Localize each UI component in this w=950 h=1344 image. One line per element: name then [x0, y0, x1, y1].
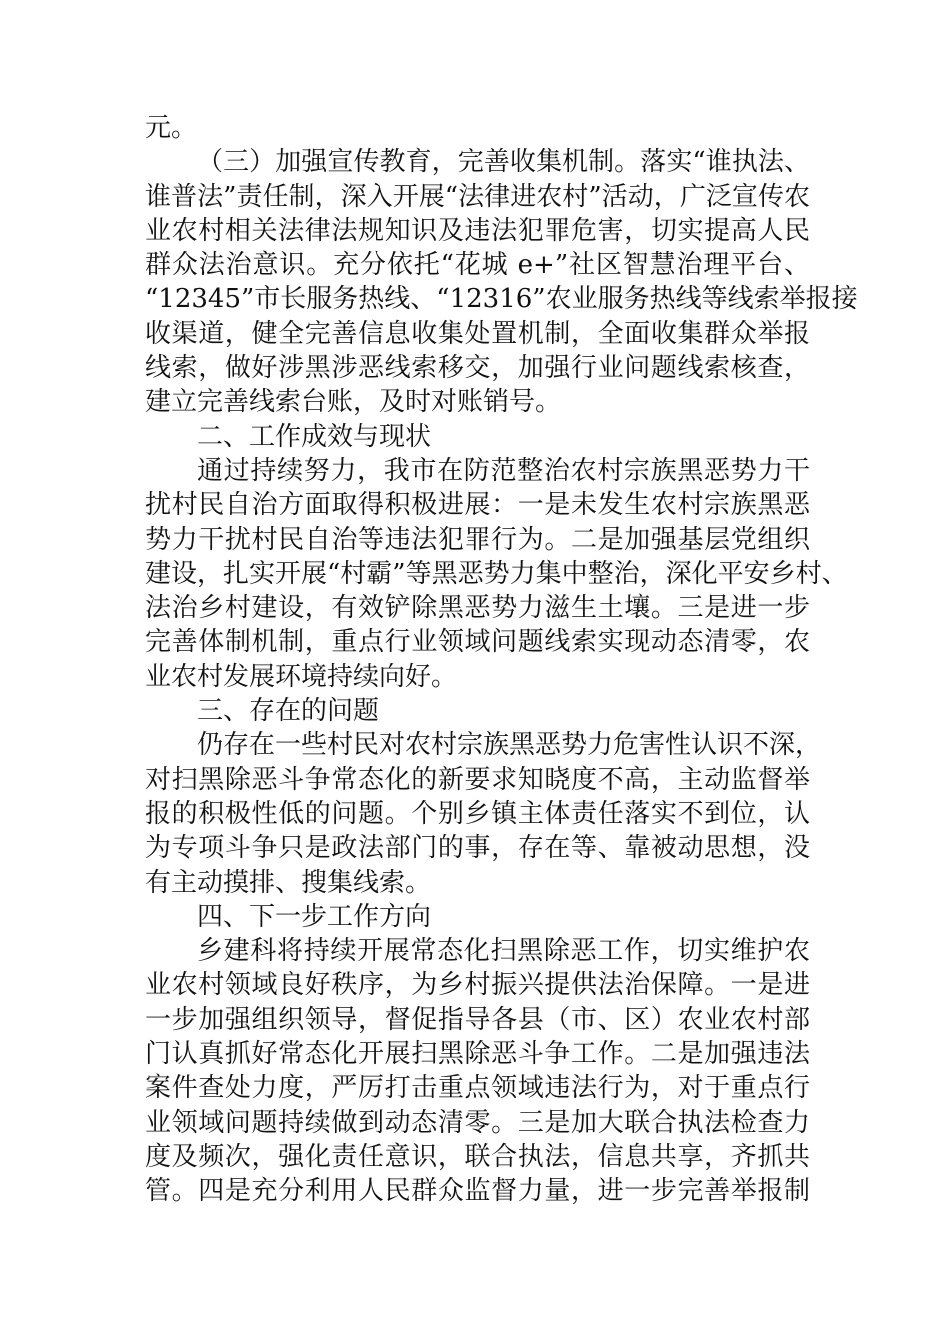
text-line: 通过持续努力，我市在防范整治农村宗族黑恶势力干 — [197, 455, 810, 486]
text-line: 法治乡村建设，有效铲除黑恶势力滋生土壤。三是进一步 — [145, 593, 810, 624]
text-line: 四、下一步工作方向 — [197, 901, 432, 932]
text-line: 完善体制机制，重点行业领域问题线索实现动态清零，农 — [145, 627, 810, 658]
text-line: 业农村相关法律法规知识及违法犯罪危害，切实提高人民 — [145, 215, 810, 246]
text-line: 仍存在一些村民对农村宗族黑恶势力危害性认识不深， — [197, 730, 822, 761]
text-line: 群众法治意识。充分依托“花城 e+”社区智慧治理平台、 — [145, 250, 810, 281]
text-line: 门认真抓好常态化开展扫黑除恶斗争工作。二是加强违法 — [145, 1039, 810, 1070]
text-line: 业农村领域良好秩序，为乡村振兴提供法治保障。一是进 — [145, 970, 810, 1001]
text-line: 势力干扰村民自治等违法犯罪行为。二是加强基层党组织 — [145, 524, 810, 555]
text-line: 案件查处力度，严厉打击重点领域违法行为，对于重点行 — [145, 1073, 810, 1104]
text-line: 对扫黑除恶斗争常态化的新要求知晓度不高，主动监督举 — [145, 764, 810, 795]
text-line: 谁普法”责任制，深入开展“法律进农村”活动，广泛宣传农 — [145, 181, 810, 212]
text-line: 乡建科将持续开展常态化扫黑除恶工作，切实维护农 — [197, 936, 810, 967]
text-line: 有主动摸排、搜集线索。 — [145, 867, 432, 898]
text-line: 为专项斗争只是政法部门的事，存在等、靠被动思想，没 — [145, 833, 810, 864]
text-line: 建设，扎实开展“村霸”等黑恶势力集中整治，深化平安乡村、 — [145, 558, 848, 589]
text-line: 扰村民自治方面取得积极进展：一是未发生农村宗族黑恶 — [145, 490, 810, 521]
text-line: 建立完善线索台账，及时对账销号。 — [145, 387, 562, 418]
text-line: 一步加强组织领导，督促指导各县（市、区）农业农村部 — [145, 1004, 810, 1035]
text-line: 元。 — [145, 113, 198, 143]
text-line: 报的积极性低的问题。个别乡镇主体责任落实不到位，认 — [145, 798, 810, 829]
document-body — [145, 111, 858, 1209]
text-line: 业领域问题持续做到动态清零。三是加大联合执法检查力 — [145, 1107, 810, 1138]
text-line: 度及频次，强化责任意识，联合执法，信息共享，齐抓共 — [145, 1141, 810, 1172]
text-line: 线索，做好涉黑涉恶线索移交，加强行业问题线索核查， — [145, 353, 810, 384]
text-line: 管。四是充分利用人民群众监督力量，进一步完善举报制 — [145, 1176, 810, 1207]
text-line: 收渠道，健全完善信息收集处置机制，全面收集群众举报 — [145, 318, 810, 349]
text-line: 业农村发展环境持续向好。 — [145, 661, 458, 692]
text-line: 二、工作成效与现状 — [197, 421, 432, 452]
text-line: （三）加强宣传教育，完善收集机制。落实“谁执法、 — [197, 147, 810, 178]
text-line: 三、存在的问题 — [197, 696, 380, 727]
text-line: “12345”市长服务热线、“12316”农业服务热线等线索举报接 — [145, 284, 858, 315]
